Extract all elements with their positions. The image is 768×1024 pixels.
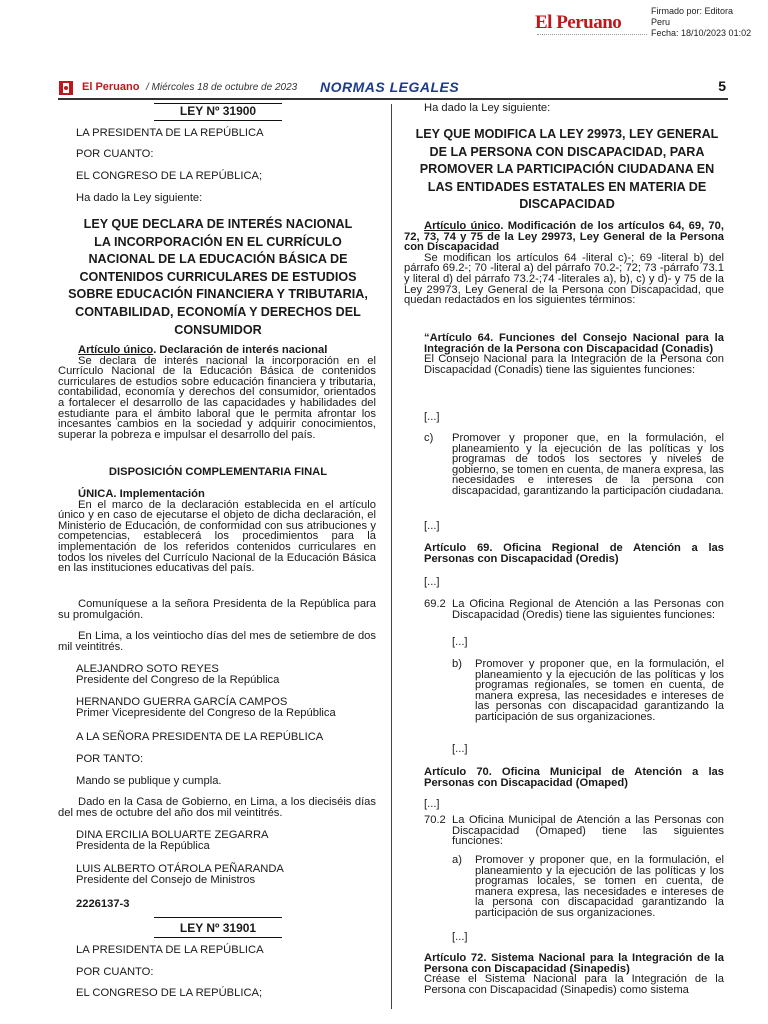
article-64 [424,333,724,375]
signatory-name: LUIS ALBERTO OTÁROLA PEÑARANDA [76,863,284,875]
article-72-title: Artículo 72. Sistema Nacional para la Integración de la Persona con Discapacidad (Sinapedis) [424,952,724,975]
item-marker: a) [452,854,462,866]
dado-paragraph [58,797,376,818]
heading-line: SOBRE EDUCACIÓN FINANCIERA Y TRIBUTARIA, [68,287,368,302]
en-lima-text: En Lima, a los veintiocho días del mes de setiembre de dos mil veintitrés. [58,630,376,653]
presidenta-line-2: LA PRESIDENTA DE LA REPÚBLICA [76,944,264,956]
document-code: 2226137-3 [76,898,130,910]
article-64-c [424,433,724,497]
heading-line: CONSUMIDOR [174,322,262,337]
item-marker: 69.2 [424,598,446,610]
unica-title: ÚNICA. Implementación [78,488,205,500]
heading-line: CONTENIDOS CURRICULARES DE ESTUDIOS [79,269,357,284]
disposicion-title: DISPOSICIÓN COMPLEMENTARIA FINAL [108,466,328,478]
article-64-title: “Artículo 64. Funciones del Consejo Nacional para la Integración de la Persona con Discapacidad (Conadis) [424,332,724,355]
dado-text: Dado en la Casa de Gobierno, en Lima, a los dieciséis días del mes de octubre del año dos mil veintitrés. [58,796,376,819]
signature-info [651,6,751,39]
ellipsis: [...] [452,636,468,648]
en-lima-paragraph [58,631,376,652]
ellipsis: [...] [424,411,440,423]
article-title: . Declaración de interés nacional [153,344,328,356]
ha-dado-line: Ha dado la Ley siguiente: [76,192,203,204]
header-brand: El Peruano [82,81,140,93]
item-marker: c) [424,432,434,444]
unica-body: En el marco de la declaración establecida en el artículo único y en caso de ejecutarse el objeto de dicha declaración, el Ministerio de Educación, de conformidad con sus atribuciones y competencias, establecerá los procedimientos para la implementación de los referidos contenidos curriculares en todos los niveles del Currículo Nacional de la Educación Básica en las instituciones educativas del país. [58,498,376,575]
signature-date: Fecha: 18/10/2023 01:02 [651,28,752,38]
page-header [58,78,728,100]
signature-country: Peru [651,17,671,27]
item-text: Promover y proponer que, en la formulación, el planeamiento y la ejecución de las políticas y los programas de todos los sectores y niveles de gobierno, se tomen en cuenta, de manera expresa, las necesidades e intereses de la persona con discapacidad, garantizando la participación ciudadana. [452,432,724,497]
por-cuanto: POR CUANTO: [76,148,154,160]
article-72 [424,953,724,995]
signatory-4 [76,864,284,886]
item-marker: b) [452,658,462,670]
mando-line: Mando se publique y cumpla. [76,775,222,787]
item-text: La Oficina Municipal de Atención a las Personas con Discapacidad (Omaped) tiene las siguientes funciones: [452,814,724,848]
unica-block [58,489,376,574]
ellipsis: [...] [424,798,440,810]
header-rule [58,98,728,100]
heading-line: LAS ENTIDADES ESTATALES EN MATERIA DE [427,179,707,194]
por-cuanto-2: POR CUANTO: [76,966,154,978]
page-number: 5 [718,78,726,94]
article-label: Artículo único [78,344,154,356]
por-tanto: POR TANTO: [76,753,144,765]
signatory-role: Presidente del Congreso de la República [76,674,280,686]
heading-line: LEY QUE MODIFICA LA LEY 29973, LEY GENERAL [415,127,719,141]
ellipsis: [...] [424,576,440,588]
article-70-2 [424,815,724,847]
article-69-title: Artículo 69. Oficina Regional de Atención a las Personas con Discapacidad (Oredis) [424,542,724,565]
signatory-2 [76,697,336,719]
congreso-line: EL CONGRESO DE LA REPÚBLICA; [76,170,263,182]
signatory-role: Presidente del Consejo de Ministros [76,874,256,886]
signatory-name: DINA ERCILIA BOLUARTE ZEGARRA [76,829,269,841]
ellipsis: [...] [452,743,468,755]
ellipsis: [...] [424,520,440,532]
articulo-unico-block [58,345,376,440]
article-body: Se declara de interés nacional la incorporación en el Currículo Nacional de la Educación Básica de contenidos curriculares de estudios sobre educación financiera y tributaria, contabilidad, economía y derechos del consumidor, orientados a fortalecer el desarrollo de las capacidades y habilidades del estudiante para el ámbito laboral que le permita afrontar los incesantes cambios en la sociedad y adquirir conocimientos, superar la pobreza e impulsar el desarrollo del país. [58,354,376,441]
signatory-name: HERNANDO GUERRA GARCÍA CAMPOS [76,696,288,708]
congreso-line-2: EL CONGRESO DE LA REPÚBLICA; [76,987,263,999]
law-title-rule-bottom [154,120,282,121]
signatory-role: Primer Vicepresidente del Congreso de la República [76,707,336,719]
article-label: Artículo único [424,220,501,232]
signature-signer: Firmado por: Editora [651,6,734,16]
signatory-1 [76,664,279,686]
item-text: La Oficina Regional de Atención a las Personas con Discapacidad (Oredis) tiene las siguientes funciones: [452,598,724,621]
comuniquese-text: Comuníquese a la señora Presidenta de la República para su promulgación. [58,598,376,621]
heading-line: PROMOVER LA PARTICIPACIÓN CIUDADANA EN [419,162,715,177]
column-divider [391,104,392,1009]
heading-line: LA INCORPORACIÓN EN EL CURRÍCULO [94,234,342,249]
heading-line: DISCAPACIDAD [519,197,615,212]
peru-coat-of-arms-icon [58,80,74,96]
article-body: Se modifican los artículos 64 -literal c)-; 69 -literal b) del párrafo 69.2-; 70 -literal a) del párrafo 70.2-; 72; 73 -párrafo 73.1 y literal d) del párrafo 73.2-;74 -literales a), b), c) y d)- y 75 de la Ley 29973, Ley General de la Persona con Discapacidad, que quedan redactados en los siguientes términos: [404,251,724,307]
heading-line: DE LA PERSONA CON DISCAPACIDAD, PARA [429,144,705,159]
presidenta-line: LA PRESIDENTA DE LA REPÚBLICA [76,127,264,139]
law2-heading [404,126,730,214]
header-section-title: NORMAS LEGALES [320,79,460,95]
item-text: Promover y proponer que, en la formulación, el planeamiento y la ejecución de las políticas y los programas locales, se tomen en cuenta, de manera expresa, las necesidades e intereses de la persona con discapacidad garantizando la participación de sus organizaciones. [475,854,724,919]
right-articulo-unico [404,221,724,306]
article-70-a [452,855,724,919]
law-heading [58,216,378,339]
article-69-b [452,659,724,723]
item-text: Promover y proponer que, en la formulación, el planeamiento y la ejecución de las políticas y los programas regionales, se tomen en cuenta, de manera expresa, las necesidades e intereses de las personas con discapacidad garantizando la participación de sus organizaciones. [475,658,724,723]
article-64-body: El Consejo Nacional para la Integración de la Persona con Discapacidad (Conadis) tiene las siguientes funciones: [424,353,724,376]
signatory-role: Presidenta de la República [76,840,210,852]
article-72-body: Créase el Sistema Nacional para la Integración de la Persona con Discapacidad (Sinapedis) como sistema [424,973,724,996]
right-ha-dado: Ha dado la Ley siguiente: [424,102,551,114]
comuniquese-paragraph [58,599,376,620]
heading-line: NACIONAL DE LA EDUCACIÓN BÁSICA DE [88,252,348,267]
law-title-31901: LEY Nº 31901 [179,921,257,935]
logo-underline [537,34,647,38]
el-peruano-logo: El Peruano [535,12,622,33]
heading-line: CONTABILIDAD, ECONOMÍA Y DERECHOS DEL [75,304,361,319]
heading-line: LEY QUE DECLARA DE INTERÉS NACIONAL [83,217,353,231]
signatory-name: ALEJANDRO SOTO REYES [76,663,219,675]
law2-title-rule-bottom [154,937,282,938]
signatory-3 [76,830,269,852]
ellipsis: [...] [452,931,468,943]
item-marker: 70.2 [424,814,446,826]
law2-title-rule-top [154,917,282,918]
digital-signature-block [533,6,763,46]
a-la-senora: A LA SEÑORA PRESIDENTA DE LA REPÚBLICA [76,731,324,743]
article-70-title: Artículo 70. Oficina Municipal de Atención a las Personas con Discapacidad (Omaped) [424,766,724,789]
law-title-31900: LEY Nº 31900 [179,104,257,118]
article-title: . Modificación de los artículos 64, 69, 70, 72, 73, 74 y 75 de la Ley 29973, Ley General de la Persona con Discapacidad [404,220,724,254]
header-date: / Miércoles 18 de octubre de 2023 [146,82,298,93]
article-69-2 [424,599,724,620]
